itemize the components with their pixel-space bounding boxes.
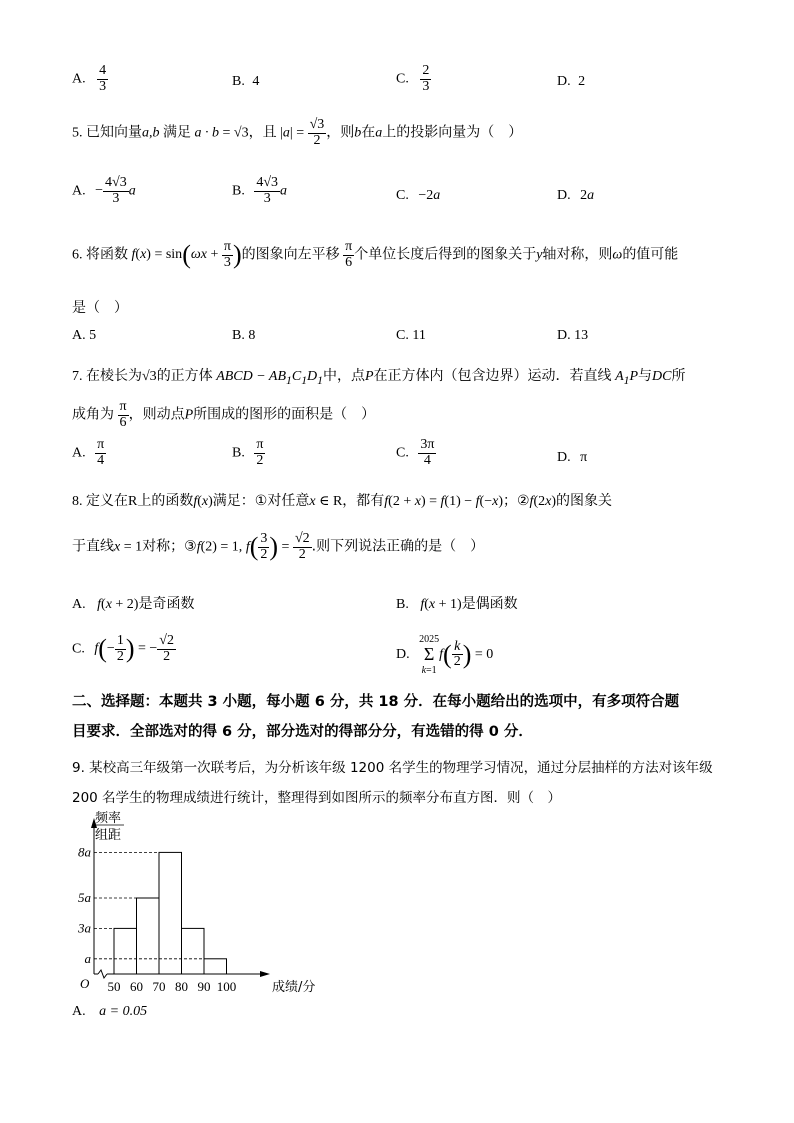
y-tick-label: a	[84, 950, 91, 966]
option-letter: A.	[72, 71, 86, 87]
stem-text: 在棱长为	[86, 368, 142, 384]
option-letter: A.	[72, 445, 86, 461]
q6-stem-line1: 6. 将函数 f(x) = sin(ωx + $\frac{\pi}{3}$ )的图象向左平移 $\frac{\pi}{6}$ 个单位长度后得到的图象关于y轴对称，则ω的值可能	[72, 239, 679, 270]
x-tick-label: 70	[152, 979, 166, 994]
q9-stem-line1: 9. 某校高三年级第一次联考后，为分析该年级 1200 名学生的物理学习情况，通过分层抽样的方法对该年级	[72, 760, 713, 776]
section-heading-line2: 目要求．全部选对的得 6 分，部分选对的得部分分，有选错的得 0 分．	[72, 724, 533, 740]
q8-stem-line2: 于直线x = 1对称；③f(2) = 1, f( $\frac{3}{2}$ ) = $\frac{√2}{2}$ .则下列说法正确的是（ ）	[72, 531, 485, 562]
q4-option-d	[557, 74, 585, 90]
question-number: 5.	[72, 125, 83, 141]
q7-option-b: B. $\frac{\pi}{2}$	[232, 437, 264, 468]
q7-stem-line2: 成角为 $\frac{\pi}{6}$ ，则动点P所围成的图形的面积是（ ）	[72, 399, 376, 430]
histogram-bar	[182, 928, 205, 974]
q5-stem: 5. 已知向量a,b 满足 a · b = √3，且 |a| = $\frac{√3}{2}$ ，则b在a上的投影向量为（ ）	[72, 117, 523, 148]
x-tick-label: 80	[175, 979, 188, 994]
vector-b: b	[354, 125, 362, 141]
x-tick-label: 50	[107, 979, 121, 994]
question-number: 6.	[72, 247, 83, 263]
y-axis-label-bottom: 组距	[94, 828, 122, 843]
q5-option-a: A. − $\frac{4√3}{3}$ a	[72, 175, 136, 206]
option-text: 13	[574, 328, 589, 343]
option-letter: B.	[396, 597, 409, 612]
option-letter: D.	[557, 188, 571, 203]
y-axis-label-top: 频率	[94, 811, 122, 826]
x-tick-label: 90	[197, 979, 211, 994]
option-text: 是奇函数	[138, 596, 195, 612]
option-letter: D.	[557, 450, 571, 465]
q4-option-a	[72, 64, 108, 94]
q4-option-c	[396, 64, 431, 94]
q8-option-a: A. f(x + 2)是奇函数	[72, 596, 195, 612]
cube-name: ABCD − $AB_1C_1D_1$	[216, 369, 323, 387]
option-text: 5	[89, 328, 97, 343]
vector-a: a	[375, 125, 383, 141]
fraction-sqrt3-2: $\frac{√3}{2}$	[309, 117, 325, 148]
stem-text: .则下列说法正确的是（ ）	[311, 538, 485, 555]
option-text: 2	[578, 74, 586, 89]
option-letter: A.	[72, 183, 86, 199]
x-tick-label: 100	[216, 979, 237, 994]
stem-text: 所围成的图形的面积是（ ）	[193, 406, 376, 423]
stem-text: 将函数	[86, 246, 128, 263]
q5-option-d	[557, 188, 594, 204]
q9-stem-line2: 200 名学生的物理成绩进行统计，整理得到如图所示的频率分布直方图．则（ ）	[72, 790, 562, 806]
question-number: 8.	[72, 494, 83, 509]
q7-option-a: A. $\frac{\pi}{4}$	[72, 437, 105, 468]
stem-text: 于直线	[72, 538, 114, 555]
histogram-bar	[159, 852, 182, 974]
option-letter: C.	[396, 445, 409, 461]
q6-stem-line2: 是（ ）	[72, 300, 128, 316]
x-tick-label: 60	[130, 979, 143, 994]
fraction-4sqrt3-3: $\frac{4√3}{3}$	[105, 175, 127, 206]
q7-option-d: D. π	[557, 450, 588, 465]
option-letter: D.	[396, 647, 410, 663]
fraction-pi-6: $\frac{\pi}{6}$	[119, 399, 127, 430]
stem-text: ，都有	[342, 493, 385, 509]
option-letter: C.	[396, 188, 409, 203]
norm-a: |a| =	[280, 125, 305, 141]
stem-text: 的图象向左平移	[241, 246, 340, 263]
stem-text: 对称；③	[142, 538, 197, 555]
fraction-2-3: $\frac{2}{3}$	[422, 63, 430, 94]
stem-text: 上的函数	[137, 493, 194, 509]
q6-option-a	[72, 328, 96, 344]
q9-option-a	[72, 1004, 147, 1020]
stem-text: 的图象关	[556, 493, 612, 509]
x-axis-label: 成绩/分	[272, 980, 316, 995]
stem-text: 满足	[163, 124, 191, 141]
fraction-pi-6: $\frac{\pi}{6}$	[345, 239, 353, 270]
stem-text: 在正方体内（包含边界）运动．若直线	[373, 368, 612, 384]
histogram-bar	[114, 928, 137, 974]
option-letter: B.	[232, 328, 245, 343]
vector-a: a	[142, 125, 149, 141]
q7-option-c: C. $\frac{3\pi}{4}$	[396, 437, 435, 468]
vector-b: b	[152, 125, 160, 141]
question-number: 7.	[72, 369, 83, 384]
option-letter: B.	[232, 445, 245, 461]
stem-text: 满足：①对任意	[212, 493, 310, 509]
q6-option-c	[396, 328, 426, 344]
option-text: a = 0.05	[99, 1004, 148, 1019]
section-heading-line1: 二、选择题：本题共 3 小题，每小题 6 分，共 18 分．在每小题给出的选项中，有多项符合题	[72, 694, 680, 710]
option-letter: A.	[72, 1004, 86, 1019]
option-letter: C.	[396, 71, 409, 87]
q8-option-d: D. 2025 Σ k=1f( $\frac{k}{2}$ ) = 0	[396, 634, 494, 676]
stem-text: 成角为	[72, 406, 114, 423]
option-letter: D.	[557, 328, 571, 343]
q5-option-b: B. $\frac{4√3}{3}$ a	[232, 175, 288, 206]
option-text: 8	[248, 328, 256, 343]
stem-text: 的正方体	[156, 368, 213, 384]
y-tick-label: 8a	[78, 844, 91, 860]
stem-text: 轴对称，则	[542, 246, 613, 263]
fraction-4-3: $\frac{4}{3}$	[99, 63, 107, 94]
stem-text: 已知向量	[86, 124, 142, 141]
stem-text: 个单位长度后得到的图象关于	[354, 246, 537, 263]
x-axis-arrow	[260, 971, 270, 977]
option-letter: B.	[232, 74, 245, 89]
stem-text: 的值可能	[622, 246, 679, 263]
option-text: 4	[252, 74, 260, 89]
q6-option-d	[557, 328, 588, 344]
frequency-histogram	[70, 808, 330, 1000]
y-tick-label: 3a	[78, 920, 91, 936]
origin-label: O	[80, 976, 90, 991]
stem-text: 与	[638, 368, 653, 384]
option-math: 2a	[580, 188, 595, 203]
stem-text: 中，点	[323, 368, 365, 384]
q5-option-c	[396, 188, 440, 204]
histogram-bar	[137, 898, 160, 974]
stem-text: ，则	[326, 124, 355, 141]
dot-product: a · b	[194, 125, 219, 141]
option-letter: A.	[72, 597, 86, 612]
stem-text: 在	[361, 124, 376, 141]
stem-text: 定义在	[86, 493, 128, 509]
option-letter: C.	[396, 328, 409, 343]
x-axis-break	[98, 970, 107, 978]
option-math: −2a	[418, 188, 441, 203]
option-letter: C.	[72, 641, 85, 657]
option-letter: A.	[72, 328, 86, 343]
q6-option-b	[232, 328, 255, 344]
stem-text: 上的投影向量为（ ）	[382, 124, 523, 141]
fraction-4sqrt3-3: $\frac{4√3}{3}$	[256, 175, 279, 206]
q7-stem-line1: 7. 在棱长为√3的正方体 ABCD − $AB_1C_1D_1$中，点P在正方体内（包含边界）运动．若直线 $A_1P$与DC所	[72, 368, 686, 387]
q8-stem-line1: 8. 定义在R上的函数f(x)满足：①对任意x ∈ R，都有f(2 + x) = f(1) − f(−x)；②f(2x)的图象关	[72, 493, 612, 509]
option-text: 11	[412, 328, 426, 343]
option-letter: B.	[232, 183, 245, 199]
fraction-pi-3: $\frac{\pi}{3}$	[223, 239, 231, 270]
q8-option-c: C. f(− $\frac{1}{2}$ ) = − $\frac{√2}{2}$	[72, 633, 174, 664]
stem-text: ，则动点	[128, 406, 185, 423]
stem-text: ，且	[248, 124, 277, 141]
stem-text: 所	[671, 368, 686, 384]
function-expr: f(x) = sin(ωx + $\frac{\pi}{3}$ )	[131, 239, 242, 270]
histogram-bar	[204, 959, 227, 974]
option-text: 是偶函数	[461, 596, 518, 612]
q8-option-b: B. f(x + 1)是偶函数	[396, 596, 518, 612]
y-tick-label: 5a	[78, 890, 91, 905]
option-letter: D.	[557, 74, 571, 89]
q4-option-b	[232, 74, 259, 90]
stem-text: ；②	[502, 493, 530, 509]
sqrt3: √3	[233, 125, 249, 141]
